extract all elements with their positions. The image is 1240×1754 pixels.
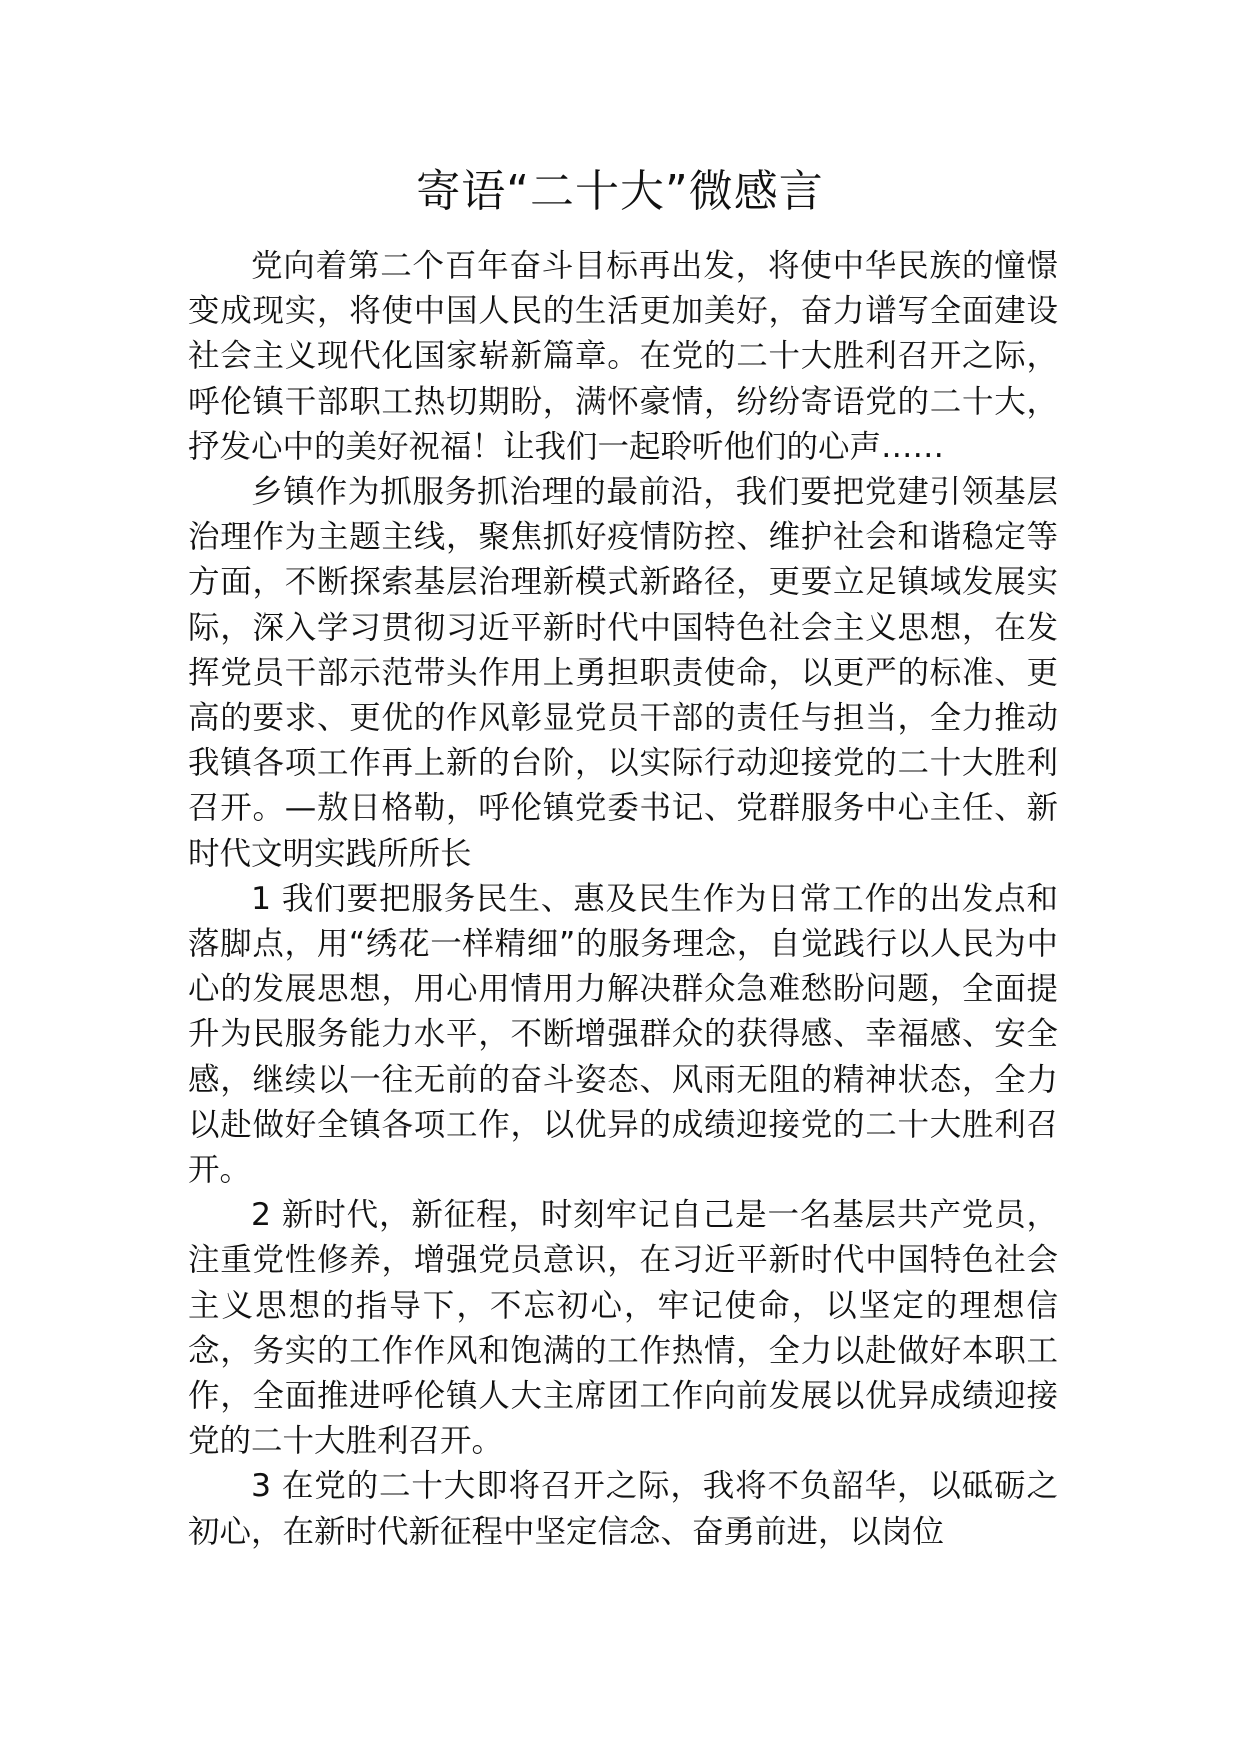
paragraph-message-1: 1 我们要把服务民生、惠及民生作为日常工作的出发点和落脚点，用“绣花一样精细”的服务理念，自觉践行以人民为中心的发展思想，用心用情用力解决群众急难愁盼问题，全面提升为民服务能力水平，不断增强群众的获得感、幸福感、安全感，继续以一往无前的奋斗姿态、风雨无阻的精神状态，全力以赴做好全镇各项工作，以优异的成绩迎接党的二十大胜利召开。 — [188, 880, 1058, 1189]
document-title: 寄语“二十大”微感言 — [416, 166, 824, 217]
document-body — [188, 244, 1058, 1555]
paragraph-message-3: 3 在党的二十大即将召开之际，我将不负韶华，以砥砺之初心，在新时代新征程中坚定信念、奋勇前进，以岗位 — [188, 1468, 1058, 1550]
paragraph-intro: 党向着第二个百年奋斗目标再出发，将使中华民族的憧憬变成现实，将使中国人民的生活更加美好，奋力谱写全面建设社会主义现代化国家崭新篇章。在党的二十大胜利召开之际，呼伦镇干部职工热切期盼，满怀豪情，纷纷寄语党的二十大，抒发心中的美好祝福！让我们一起聆听他们的心声…… — [188, 248, 1058, 465]
paragraph-party-secretary-message: 乡镇作为抓服务抓治理的最前沿，我们要把党建引领基层治理作为主题主线，聚焦抓好疫情防控、维护社会和谐稳定等方面，不断探索基层治理新模式新路径，更要立足镇域发展实际，深入学习贯彻习近平新时代中国特色社会主义思想，在发挥党员干部示范带头作用上勇担职责使命，以更严的标准、更高的要求、更优的作风彰显党员干部的责任与担当，全力推动我镇各项工作再上新的台阶，以实际行动迎接党的二十大胜利召开。—敖日格勒，呼伦镇党委书记、党群服务中心主任、新时代文明实践所所长 — [188, 474, 1058, 872]
paragraph-message-2: 2 新时代，新征程，时刻牢记自己是一名基层共产党员，注重党性修养，增强党员意识，在习近平新时代中国特色社会主义思想的指导下，不忘初心，牢记使命，以坚定的理想信念，务实的工作作风和饱满的工作热情，全力以赴做好本职工作，全面推进呼伦镇人大主席团工作向前发展以优异成绩迎接党的二十大胜利召开。 — [188, 1197, 1058, 1460]
